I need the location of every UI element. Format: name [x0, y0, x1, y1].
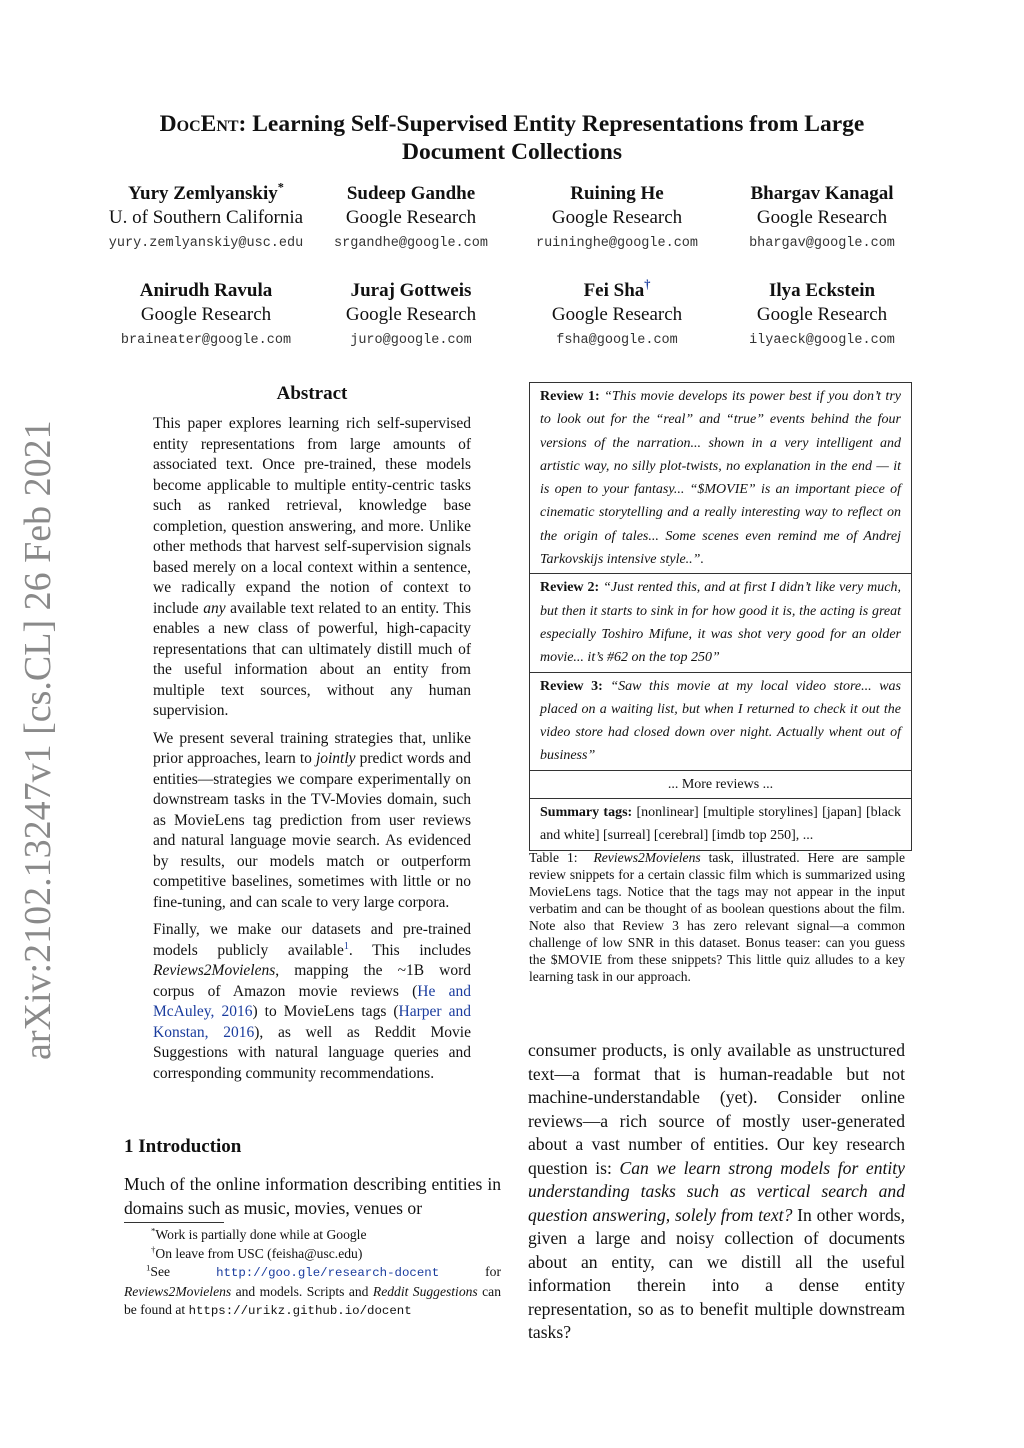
author-email: fsha@google.com	[556, 333, 678, 348]
author-block	[301, 182, 521, 258]
author-name: Yury Zemlyanskiy	[128, 183, 278, 204]
author-affiliation: Google Research	[345, 304, 477, 325]
author-email: ilyaeck@google.com	[749, 333, 895, 348]
table-caption: Table 1: Reviews2Movielens task, illustrated. Here are sample review snippets for a certain classic film which is summarized using MovieLens tags. Notice that the tags may not appear in the input verbatim and can be thought of as boolean questions about the film. Note also that Review 3 has zero relevant signal—a common challenge of low SNR in this dataset. Bonus teaser: can you guess the $MOVIE from these snippets? This little quiz alludes to a key learning task in our approach.	[529, 850, 906, 984]
author-affiliation: Google Research	[345, 207, 477, 228]
title-line1: : Learning Self-Supervised Entity Representations from Large	[238, 111, 865, 137]
author-block	[96, 182, 316, 258]
author-name: Bhargav Kanagal	[750, 183, 894, 204]
author-block	[96, 279, 316, 355]
author-block	[712, 279, 932, 355]
section-heading: 1 Introduction	[124, 1136, 242, 1157]
summary-tags: Summary tags: [nonlinear] [multiple storylines] [japan] [black and white] [surreal] [cerebral] [imdb top 250], ...	[540, 805, 901, 844]
intro-text: Much of the online information describing entities in domains such as music, movies, venues or	[124, 1174, 501, 1218]
author-name: Ilya Eckstein	[768, 280, 876, 301]
author-mark: †	[644, 277, 651, 292]
arxiv-side-label: arXiv:2102.13247v1 [cs.CL] 26 Feb 2021	[17, 420, 59, 1060]
author-affiliation: Google Research	[140, 304, 272, 325]
author-email: yury.zemlyanskiy@usc.edu	[108, 236, 304, 251]
author-block	[712, 182, 932, 258]
footnote-2: †On leave from USC (feisha@usc.edu)	[151, 1243, 363, 1261]
abstract-paragraph: Finally, we make our datasets and pre-trained models publicly available$^1$. This includes Reviews2Movielens, mapping the ~1B word corpus of Amazon movie reviews (He and McAuley, 2016) to MovieLens tags (Harper and Konstan, 2016), as well as Reddit Movie Suggestions with natural language queries and corresponding community recommendations.	[153, 921, 472, 1082]
author-email: braineater@google.com	[120, 333, 292, 348]
author-affiliation: Google Research	[551, 304, 683, 325]
review-table	[529, 382, 912, 851]
footnote-1: *Work is partially done while at Google	[151, 1225, 367, 1242]
footnote-link[interactable]: 1	[343, 940, 349, 952]
footnote-rule	[124, 1222, 224, 1223]
review-row: Review 1: “This movie develops its power best if you don’t try to look out for the “real” and “true” events behind the four versions of the narration... shown in a very intelligent and artistic way, no silly plot-twists, no explanation in the end — it is open to your fantasy... “$MOVIE” is an important piece of cinematic storytelling and a really interesting way to reflect on the origin of tales... Some scenes even remind me of Andrej Tarkovskijs intensive style..”.	[530, 383, 911, 574]
footnote-url[interactable]: http://goo.gle/research-docent	[216, 1266, 440, 1280]
citation-link[interactable]: He and McAuley, 2016	[153, 982, 472, 1020]
paper-title	[0, 110, 1024, 166]
author-affiliation: Google Research	[756, 304, 888, 325]
abstract-paragraph: This paper explores learning rich self-supervised entity representations from large amounts of associated text. Once pre-trained, these models become applicable to multiple entity-centric tasks such as ranked retrieval, knowledge base completion, question answering, and more. Unlike other methods that harvest self-supervision signals based merely on a local context within a sentence, we radically expand the notion of context to include any available text related to an entity. This enables a new class of powerful, high-capacity representations that can ultimately distill much of the useful information about an entity from multiple text sources, without any human supervision.	[153, 415, 471, 719]
citation-link[interactable]: Harper and Konstan, 2016	[153, 1003, 471, 1041]
abstract-heading: Abstract	[276, 383, 348, 404]
more-reviews: ... More reviews ...	[530, 771, 911, 799]
intro-continued: consumer products, is only available as unstructured text—a format that is human-readable but not machine-understandable (yet). Consider online reviews—a rich source of mostly user-generated about a vast number of entities. Our key research question is: Can we learn strong models for entity understanding tasks such as vertical search and question answering, solely from text? In other words, given a large and noisy collection of documents about an entity, can we distill all the useful information therein into a dense entity representation, so as to benefit multiple downstream tasks?	[528, 1040, 905, 1342]
review-row: Review 2: “Just rented this, and at first I didn’t like very much, but then it starts to sink in for how good it is, the acting is great especially Toshiro Mifune, it was shot very good for an older movie... it’s #62 on the top 250”	[530, 574, 911, 672]
review-row: Review 3: “Saw this movie at my local video store... was placed on a waiting list, but when I returned to check it out the video store had closed down over night. Actually whent out of business”	[530, 673, 911, 771]
author-name: Juraj Gottweis	[350, 280, 472, 301]
author-block	[507, 182, 727, 258]
author-name: Anirudh Ravula	[139, 280, 273, 301]
author-email: ruininghe@google.com	[535, 236, 699, 251]
footnote-url[interactable]: https://urikz.github.io/docent	[188, 1304, 412, 1318]
title-line2: Document Collections	[402, 139, 622, 165]
author-affiliation: U. of Southern California	[108, 207, 304, 228]
author-mark: *	[277, 180, 284, 195]
author-affiliation: Google Research	[756, 207, 888, 228]
author-email: bhargav@google.com	[749, 236, 895, 251]
author-name: Sudeep Gandhe	[346, 183, 476, 204]
footnote-3: $^1$See http://goo.gle/research-docent for Reviews2Movielens and models. Scripts and Reddit Suggestions can be found at https://urikz.github.io/docent	[124, 1262, 501, 1318]
author-email: juro@google.com	[350, 333, 472, 348]
author-affiliation: Google Research	[551, 207, 683, 228]
title-system-name: DocEnt	[159, 111, 239, 137]
abstract-body	[153, 414, 471, 1091]
author-name: Ruining He	[570, 183, 664, 204]
author-name: Fei Sha	[583, 280, 645, 301]
abstract-paragraph: We present several training strategies that, unlike prior approaches, learn to jointly predict words and entities—strategies we compare experimentally on downstream tasks in the TV-Movies domain, such as MovieLens tag prediction from user reviews and natural language movie search. As evidenced by results, our models match or outperform competitive baselines, sometimes with little or no fine-tuning, and can scale to very large corpora.	[153, 729, 471, 911]
author-email: srgandhe@google.com	[334, 236, 488, 251]
author-block	[507, 279, 727, 355]
footnotes	[124, 1226, 501, 1321]
author-block	[301, 279, 521, 355]
